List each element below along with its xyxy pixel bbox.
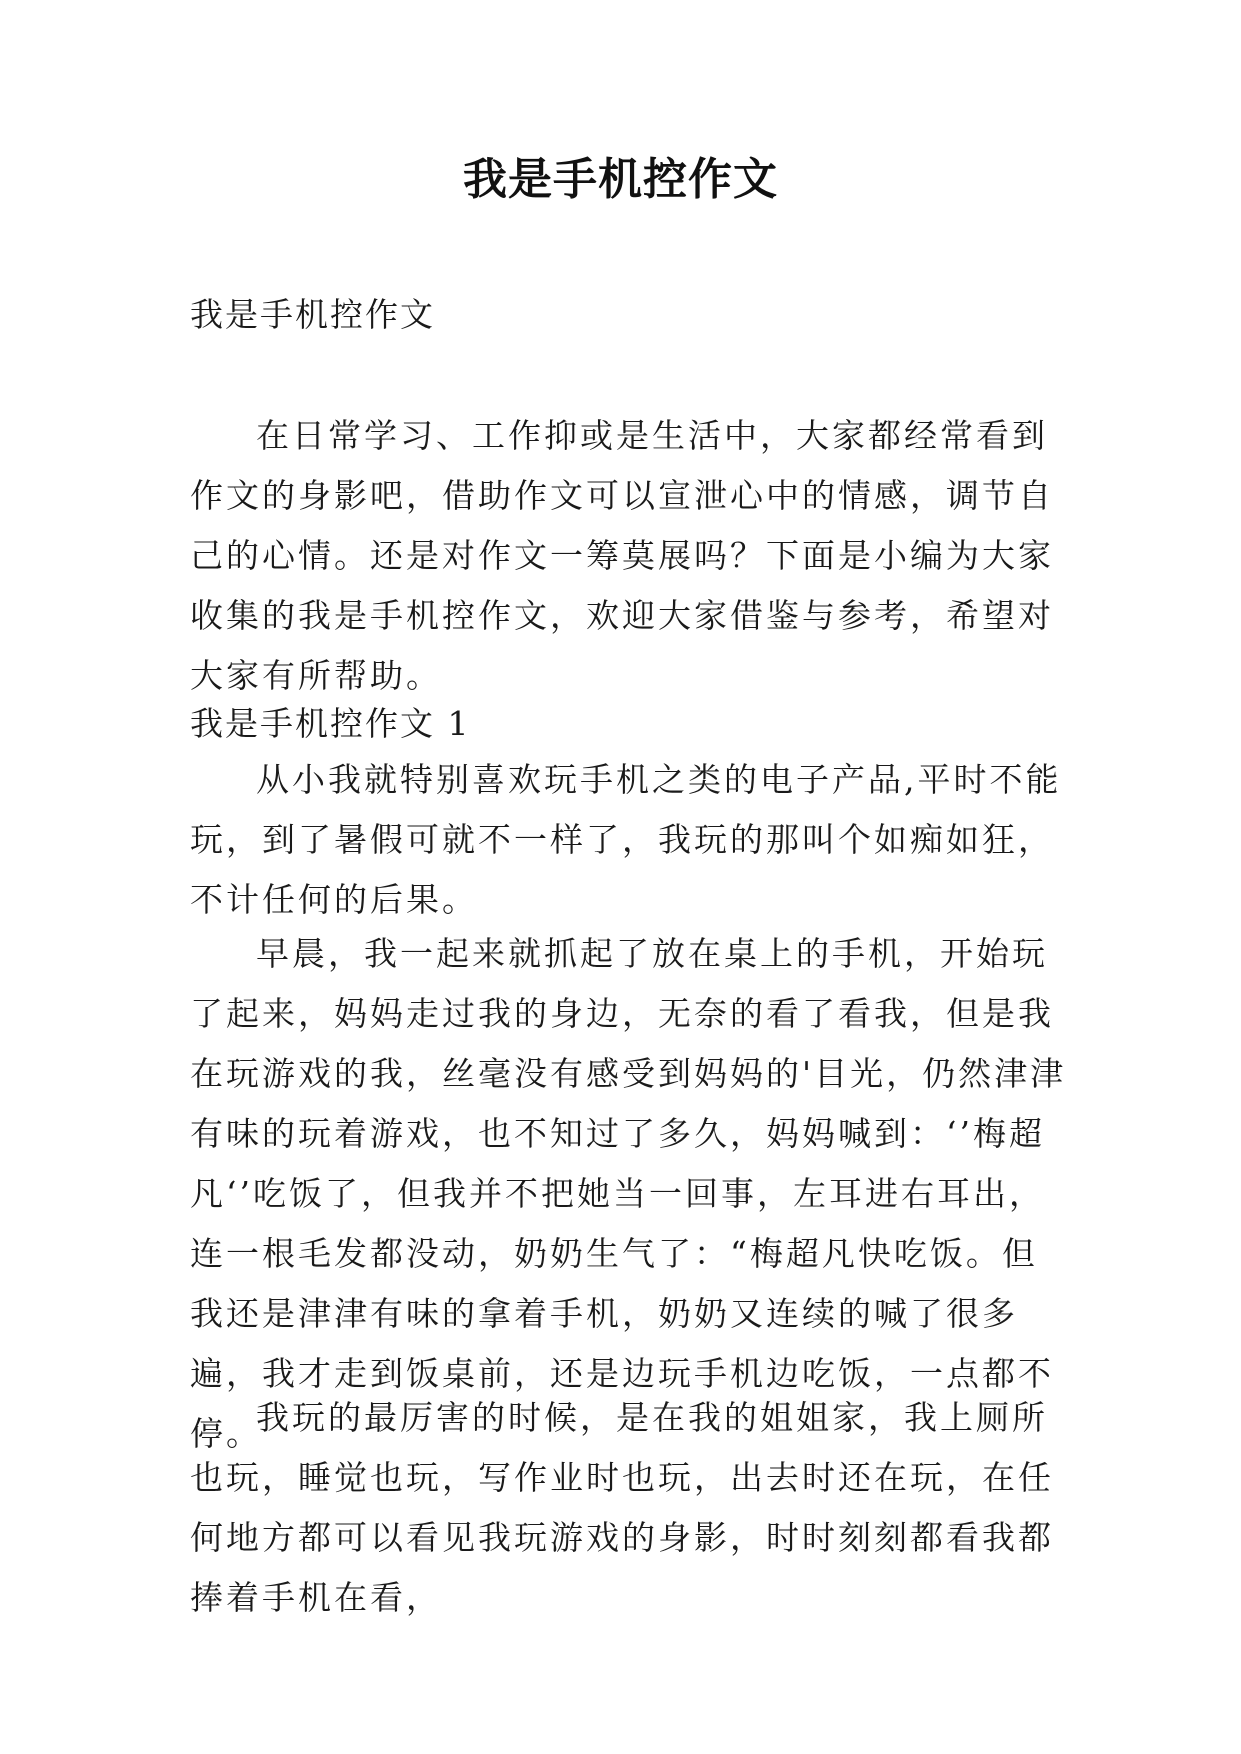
section-heading-1: 我是手机控作文 1 bbox=[190, 704, 471, 743]
document-title: 我是手机控作文 bbox=[463, 154, 778, 205]
body-paragraph-3: 我玩的最厉害的时候，是在我的姐姐家，我上厕所也玩，睡觉也玩，写作业时也玩，出去时还在玩，在任何地方都可以看见我玩游戏的身影，时时刻刻都看我都捧着手机在看， bbox=[190, 1398, 1054, 1617]
document-subtitle: 我是手机控作文 bbox=[190, 295, 435, 334]
body-paragraph-1: 从小我就特别喜欢玩手机之类的电子产品,平时不能玩，到了暑假可就不一样了，我玩的那叫个如痴如狂，不计任何的后果。 bbox=[190, 760, 1062, 919]
intro-paragraph: 在日常学习、工作抑或是生活中，大家都经常看到作文的身影吧，借助作文可以宣泄心中的情感，调节自己的心情。还是对作文一筹莫展吗？下面是小编为大家收集的我是手机控作文，欢迎大家借鉴与参考，希望对大家有所帮助。 bbox=[190, 416, 1054, 695]
body-paragraph-2: 早晨，我一起来就抓起了放在桌上的手机，开始玩了起来，妈妈走过我的身边，无奈的看了看我，但是我在玩游戏的我，丝毫没有感受到妈妈的'目光，仍然津津有味的玩着游戏，也不知过了多久，妈妈喊到：‘’梅超凡‘’吃饭了，但我并不把她当一回事，左耳进右耳出，连一根毛发都没动，奶奶生气了：“梅超凡快吃饭。但我还是津津有味的拿着手机，奶奶又连续的喊了很多遍，我才走到饭桌前，还是边玩手机边吃饭，一点都不停。 bbox=[190, 934, 1067, 1453]
